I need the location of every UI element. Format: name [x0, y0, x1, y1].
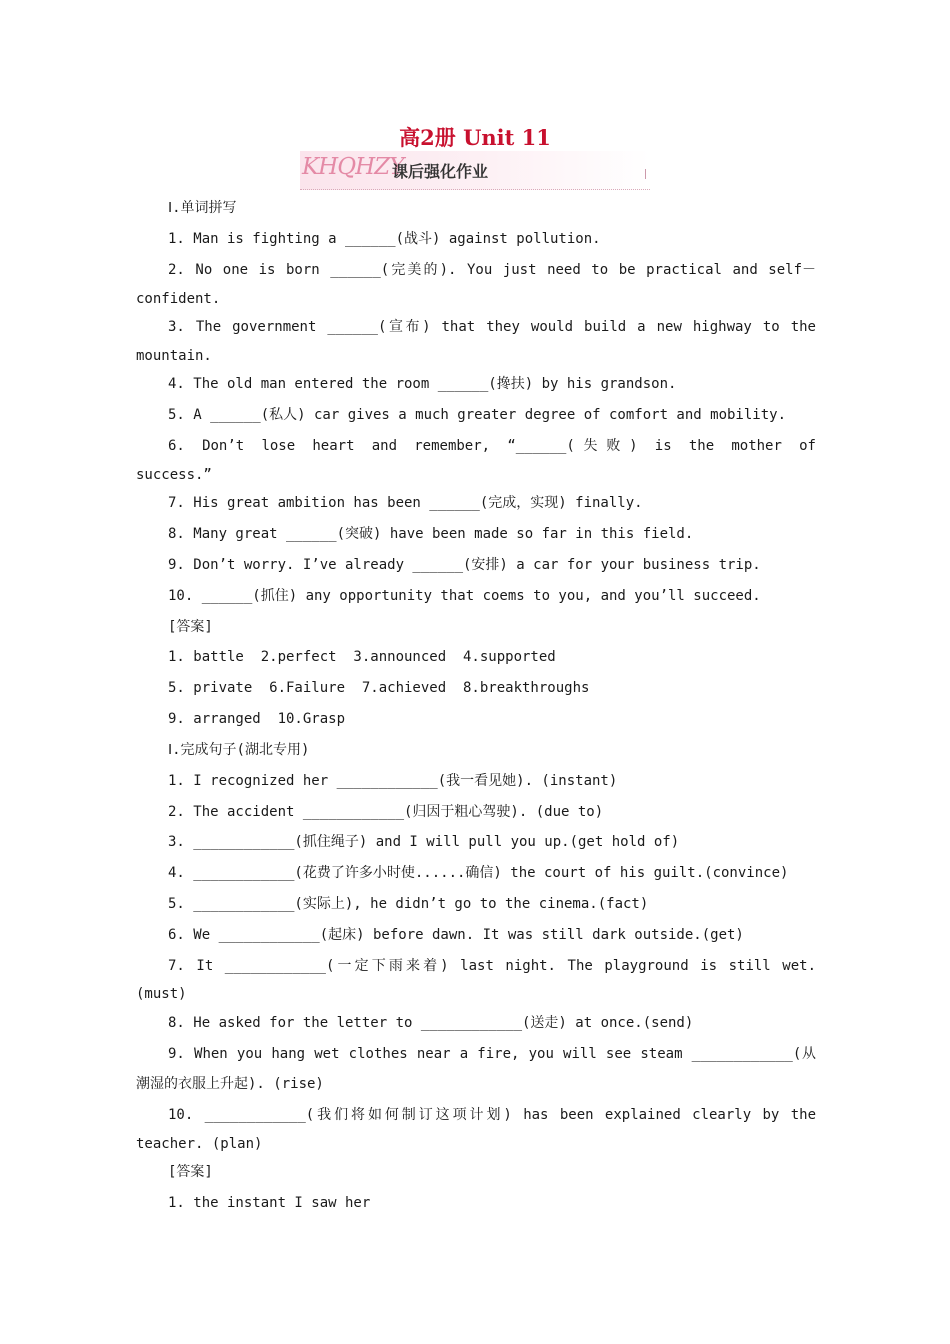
banner-divider	[645, 169, 646, 179]
question-line: 9. When you hang wet clothes near a fire, you will see steam ____________(从	[168, 1046, 816, 1062]
question-line: 1. I recognized her ____________(我一看见她). (instant)	[168, 773, 618, 789]
answer-line: 9. arranged 10.Grasp	[168, 711, 346, 727]
question-line: 4. The old man entered the room ______(搀扶) by his grandson.	[168, 376, 677, 392]
question-line: 2. The accident ____________(归因于粗心驾驶). (due to)	[168, 804, 604, 820]
question-line-continued: confident.	[136, 291, 221, 307]
answer-line: 1. the instant I saw her	[168, 1195, 371, 1211]
question-line-continued: success.”	[136, 467, 212, 483]
question-line: 2. No one is born ______(完美的). You just need to be practical and self－	[168, 262, 816, 278]
banner-title: 课后强化作业	[392, 162, 489, 181]
question-line: 8. Many great ______(突破) have been made so far in this field.	[168, 526, 694, 542]
question-line: 1. Man is fighting a ______(战斗) against pollution.	[168, 231, 601, 247]
banner-logo: KHQHZY	[302, 154, 404, 180]
question-line: 4. ____________(花费了许多小时使......确信) the court of his guilt.(convince)	[168, 865, 789, 881]
question-line: 7. It ____________(一定下雨来着) last night. The playground is still wet.	[168, 958, 816, 974]
question-line: 9. Don’t worry. I’ve already ______(安排) a car for your business trip.	[168, 557, 761, 573]
section2-heading: Ⅰ.完成句子(湖北专用)	[168, 742, 310, 758]
question-line: 7. His great ambition has been ______(完成，实现) finally.	[168, 495, 643, 511]
question-line: 8. He asked for the letter to ____________(送走) at once.(send)	[168, 1015, 694, 1031]
question-line-continued: 潮湿的衣服上升起). (rise)	[136, 1076, 324, 1092]
question-line-continued: (must)	[136, 986, 187, 1002]
question-line-continued: mountain.	[136, 348, 212, 364]
question-line: 10. ____________(我们将如何制订这项计划) has been explained clearly by the	[168, 1107, 816, 1123]
question-line: 5. A ______(私人) car gives a much greater degree of comfort and mobility.	[168, 407, 787, 423]
question-line: 5. ____________(实际上), he didn’t go to the cinema.(fact)	[168, 896, 649, 912]
answer-label: [答案]	[168, 619, 213, 635]
question-line: 3. The government ______(宣布) that they would build a new highway to the	[168, 319, 816, 335]
page-title: 高2册 Unit 11	[399, 125, 551, 150]
question-line: 3. ____________(抓住绳子) and I will pull you up.(get hold of)	[168, 834, 680, 850]
question-line: 6. We ____________(起床) before dawn. It was still dark outside.(get)	[168, 927, 744, 943]
answer-label: [答案]	[168, 1164, 213, 1180]
question-line-continued: teacher. (plan)	[136, 1136, 263, 1152]
answer-line: 1. battle 2.perfect 3.announced 4.supported	[168, 649, 556, 665]
question-line: 6. Don’t lose heart and remember, “______(失败) is the mother of	[168, 438, 816, 454]
section-banner	[300, 151, 650, 189]
question-line: 10. ______(抓住) any opportunity that coems to you, and you’ll succeed.	[168, 588, 761, 604]
answer-line: 5. private 6.Failure 7.achieved 8.breakthroughs	[168, 680, 590, 696]
section1-heading: Ⅰ.单词拼写	[168, 200, 237, 216]
